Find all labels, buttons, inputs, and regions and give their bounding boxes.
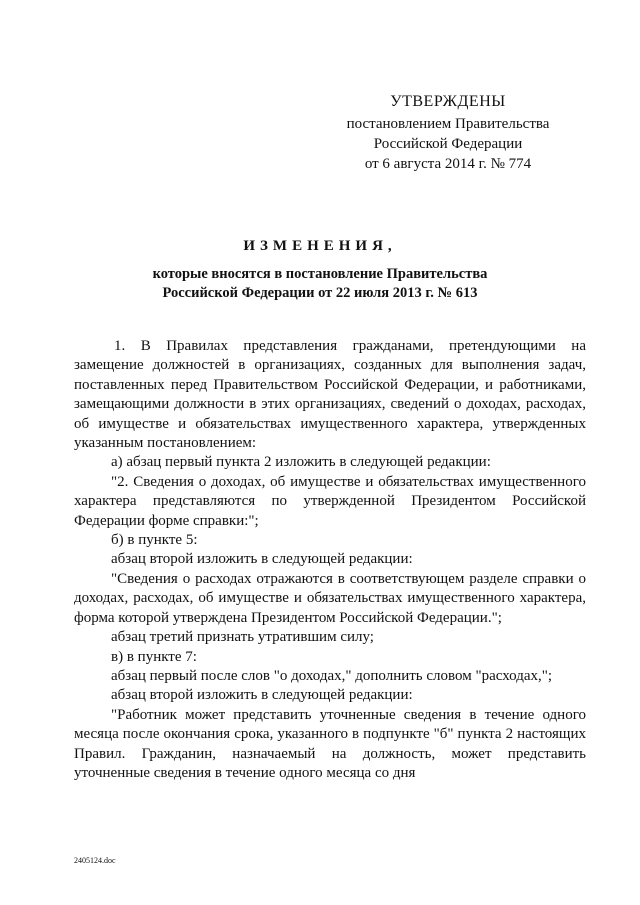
paragraph-5: абзац второй изложить в следующей редакции: — [111, 551, 413, 568]
approval-line-1: постановлением Правительства — [346, 116, 550, 132]
paragraph-2: а) абзац первый пункта 2 изложить в следующей редакции: — [111, 454, 491, 471]
paragraph-10: абзац второй изложить в следующей редакции: — [111, 687, 413, 704]
paragraph-1: 1. В Правилах представления гражданами, претендующими на замещение должностей в организациях, созданных для выполнения задач, поставленных перед Правительством Российской Федерации, и работниками, замещающими должности в этих организациях, сведений о доходах, расходах, об имуществе и обязательствах имущественного характера, утвержденных указанным постановлением: — [74, 338, 586, 452]
footer-filename: 2405124.doc — [74, 856, 116, 865]
document-subtitle — [0, 265, 640, 303]
paragraph-3: "2. Сведения о доходах, об имуществе и обязательствах имущественного характера представляются по утвержденной Президентом Российской Федерации форме справки:"; — [74, 473, 586, 529]
approval-line-3: от 6 августа 2014 г. № 774 — [364, 156, 532, 172]
approval-line-2: Российской Федерации — [373, 136, 523, 152]
approval-block — [330, 92, 566, 174]
paragraph-4: б) в пункте 5: — [111, 532, 198, 549]
document-title: ИЗМЕНЕНИЯ, — [243, 238, 397, 254]
paragraph-11: "Работник может представить уточненные сведения в течение одного месяца после окончания срока, указанного в подпункте "б" пункта 2 настоящих Правил. Гражданин, назначаемый на должность, может представить уточненные сведения в течение одного месяца со дня — [74, 706, 586, 781]
paragraph-6: "Сведения о расходах отражаются в соответствующем разделе справки о доходах, расходах, об имуществе и обязательствах имущественного характера, форма которой утверждена Президентом Российской Федерации."; — [74, 570, 586, 626]
document-body — [74, 337, 586, 783]
subtitle-line-2: Российской Федерации от 22 июля 2013 г. № 613 — [162, 285, 478, 301]
paragraph-9: абзац первый после слов "о доходах," дополнить словом "расходах,"; — [111, 667, 553, 684]
paragraph-7: абзац третий признать утратившим силу; — [111, 629, 374, 646]
paragraph-8: в) в пункте 7: — [111, 648, 197, 665]
approval-heading: УТВЕРЖДЕНЫ — [390, 93, 506, 110]
subtitle-line-1: которые вносятся в постановление Правительства — [152, 266, 488, 282]
